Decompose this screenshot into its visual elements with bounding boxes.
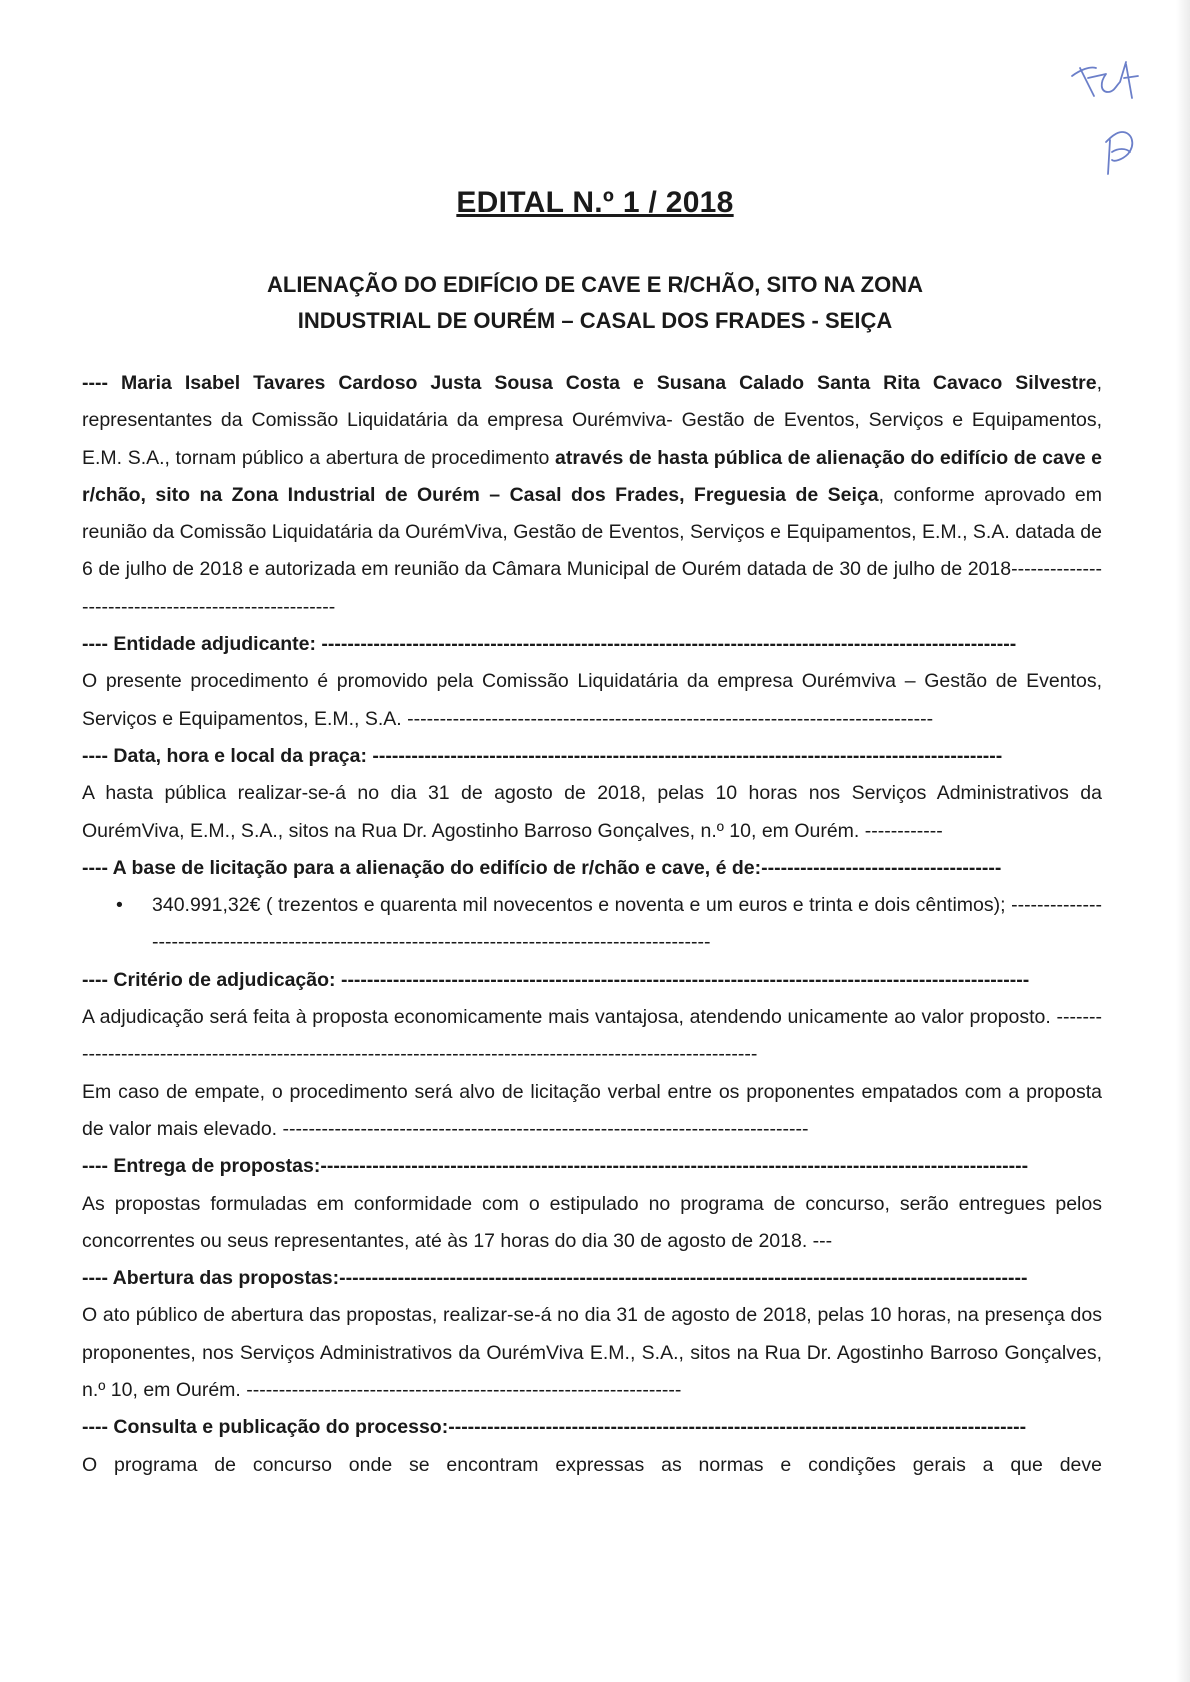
base-price-list-item xyxy=(82,887,1102,962)
document-subtitle-line2: INDUSTRIAL DE OURÉM – CASAL DOS FRADES - SEIÇA xyxy=(297,308,893,333)
intro-text-2: , conforme aprovado em reunião da Comissão Liquidatária da OurémViva, Gestão de Eventos, Serviços e Equipamentos, E.M., S.A. datada de 6 de julho de 2018 e autorizada em reunião da Câmara Municipal de Ourém datada de 30 de julho de 2018----------------------------------------------------- xyxy=(82,483,1102,618)
section-text-criterio-2: Em caso de empate, o procedimento será alvo de licitação verbal entre os proponentes empatados com a proposta de valor mais elevado. --------------------------------------------------------------------------------- xyxy=(82,1080,1102,1140)
intro-paragraph xyxy=(82,365,1102,626)
section-text-abertura: O ato público de abertura das propostas, realizar-se-á no dia 31 de agosto de 2018, pelas 10 horas, na presença dos proponentes, nos Serviços Administrativos da OurémViva E.M., S.A., sitos na Rua Dr. Agostinho Barroso Gonçalves, n.º 10, em Ourém. ------------------------------------------------------------------- xyxy=(82,1304,1102,1402)
section-text-consulta: O programa de concurso onde se encontram expressas as normas e condições gerais a que deve xyxy=(82,1453,1102,1476)
section-heading-criterio: ---- Critério de adjudicação: ---------------------------------------------------------------------------------------------------------- xyxy=(82,968,1030,991)
section-text-entrega: As propostas formuladas em conformidade com o estipulado no programa de concurso, serão entregues pelos concorrentes ou seus representantes, até às 17 horas do dia 30 de agosto de 2018. --- xyxy=(82,1192,1102,1252)
base-price-text: 340.991,32€ ( trezentos e quarenta mil novecentos e noventa e um euros e trinta e dois cêntimos); ---------------------------------------------------------------------------------------------------- xyxy=(152,894,1102,954)
document-subtitle-line1: ALIENAÇÃO DO EDIFÍCIO DE CAVE E R/CHÃO, SITO NA ZONA xyxy=(267,272,923,297)
section-heading-base: ---- A base de licitação para a alienação do edifício de r/chão e cave, é de:------------------------------------- xyxy=(82,856,1002,879)
document-title: EDITAL N.º 1 / 2018 xyxy=(456,186,734,219)
bullet-icon: • xyxy=(116,894,123,917)
intro-lead-dashes: ---- xyxy=(82,372,121,394)
section-heading-entidade: ---- Entidade adjudicante: ----------------------------------------------------------------------------------------------------------- xyxy=(82,633,1017,656)
handwritten-initials xyxy=(1066,56,1166,186)
section-heading-data: ---- Data, hora e local da praça: ------------------------------------------------------------------------------------------------- xyxy=(82,744,1003,767)
scan-edge-shadow xyxy=(1176,0,1190,1682)
section-heading-abertura: ---- Abertura das propostas:---------------------------------------------------------------------------------------------------------- xyxy=(82,1267,1028,1290)
section-heading-entrega: ---- Entrega de propostas:------------------------------------------------------------------------------------------------------------- xyxy=(82,1155,1029,1178)
intro-text-1: , representantes da Comissão Liquidatária da empresa Ourémviva- Gestão de Eventos, Serviços e Equipamentos, E.M. S.A., tornam público a abertura de procedimento xyxy=(82,372,1102,469)
section-text-entidade: O presente procedimento é promovido pela Comissão Liquidatária da empresa Ourémviva – Gestão de Eventos, Serviços e Equipamentos, E.M., S.A. --------------------------------------------------------------------------------- xyxy=(82,670,1102,730)
representative-names: Maria Isabel Tavares Cardoso Justa Sousa Costa e Susana Calado Santa Rita Cavaco Silvestre xyxy=(120,372,1097,394)
section-text-data: A hasta pública realizar-se-á no dia 31 de agosto de 2018, pelas 10 horas nos Serviços Administrativos da OurémViva, E.M., S.A., sitos na Rua Dr. Agostinho Barroso Gonçalves, n.º 10, em Ourém. ------------ xyxy=(82,782,1102,842)
intro-bold-text: através de hasta pública de alienação do edifício de cave e r/chão, sito na Zona Industrial de Ourém – Casal dos Frades, Freguesia de Seiça xyxy=(82,446,1102,506)
document-body xyxy=(82,365,1102,1484)
section-heading-consulta: ---- Consulta e publicação do processo:----------------------------------------------------------------------------------------- xyxy=(82,1416,1027,1439)
section-text-criterio-1: A adjudicação será feita à proposta economicamente mais vantajosa, atendendo unicamente ao valor proposto. --------------------------------------------------------------------------------------------------------------- xyxy=(82,1006,1102,1066)
